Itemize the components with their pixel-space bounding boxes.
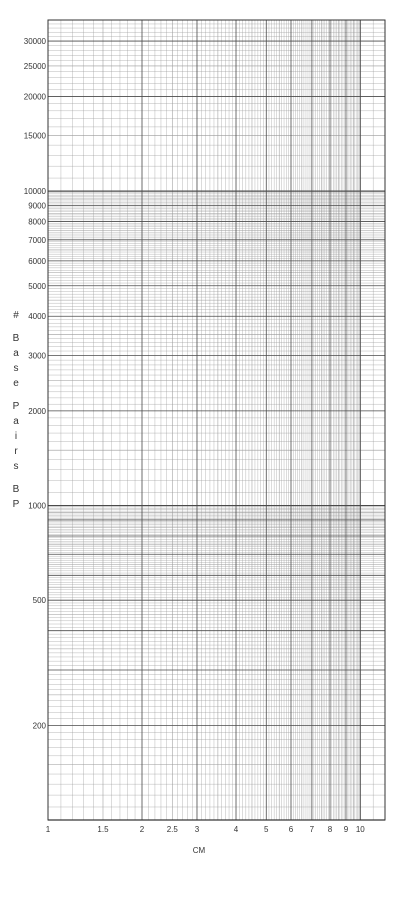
y-tick-label: 500	[32, 596, 46, 606]
y-tick-label: 200	[32, 721, 46, 731]
x-tick-label: 1.5	[97, 825, 109, 834]
y-axis-title-char: i	[14, 431, 18, 442]
y-axis-title-char: a	[13, 416, 19, 427]
y-axis-title	[13, 310, 20, 510]
y-tick-labels	[24, 37, 47, 730]
y-axis-title-char: B	[12, 333, 20, 344]
y-tick-label: 1000	[28, 501, 46, 511]
y-tick-label: 9000	[28, 201, 46, 211]
major-grid	[48, 20, 385, 820]
x-tick-label: 3	[194, 825, 200, 834]
y-tick-label: 25000	[23, 61, 46, 71]
y-tick-label: 7000	[28, 235, 46, 245]
y-axis-title-char: #	[13, 310, 19, 321]
y-axis-title-char: e	[13, 378, 19, 389]
y-axis-title-char: P	[12, 401, 20, 412]
y-tick-label: 4000	[28, 312, 46, 322]
y-tick-label: 5000	[28, 281, 46, 291]
x-tick-label: 8	[327, 825, 333, 834]
y-tick-label: 6000	[28, 256, 46, 266]
y-tick-label: 30000	[23, 37, 46, 47]
y-tick-label: 10000	[23, 187, 46, 197]
y-tick-label: 2000	[28, 406, 46, 416]
x-tick-labels	[46, 825, 365, 834]
x-tick-label: 2.5	[166, 825, 178, 834]
x-tick-label: 7	[309, 825, 315, 834]
y-tick-label: 15000	[23, 131, 46, 141]
y-axis-title-char: s	[13, 461, 19, 472]
y-axis-title-char: B	[12, 484, 20, 495]
x-tick-label: 9	[343, 825, 349, 834]
y-axis-title-char: a	[13, 348, 19, 359]
x-axis-title: CM	[192, 846, 206, 855]
x-tick-label: 6	[288, 825, 294, 834]
y-tick-label: 3000	[28, 351, 46, 361]
y-axis-title-char: r	[14, 446, 18, 457]
y-axis-title-char: s	[13, 363, 19, 374]
y-tick-label: 8000	[28, 217, 46, 227]
x-tick-label: 2	[139, 825, 145, 834]
x-tick-label: 1	[45, 825, 51, 834]
x-tick-label: 10	[355, 825, 365, 834]
minor-grid	[48, 20, 385, 820]
plot-frame	[48, 20, 385, 820]
y-tick-label: 20000	[23, 92, 46, 102]
x-tick-label: 4	[233, 825, 239, 834]
x-tick-label: 5	[264, 825, 269, 834]
y-axis-title-char: P	[12, 499, 20, 510]
